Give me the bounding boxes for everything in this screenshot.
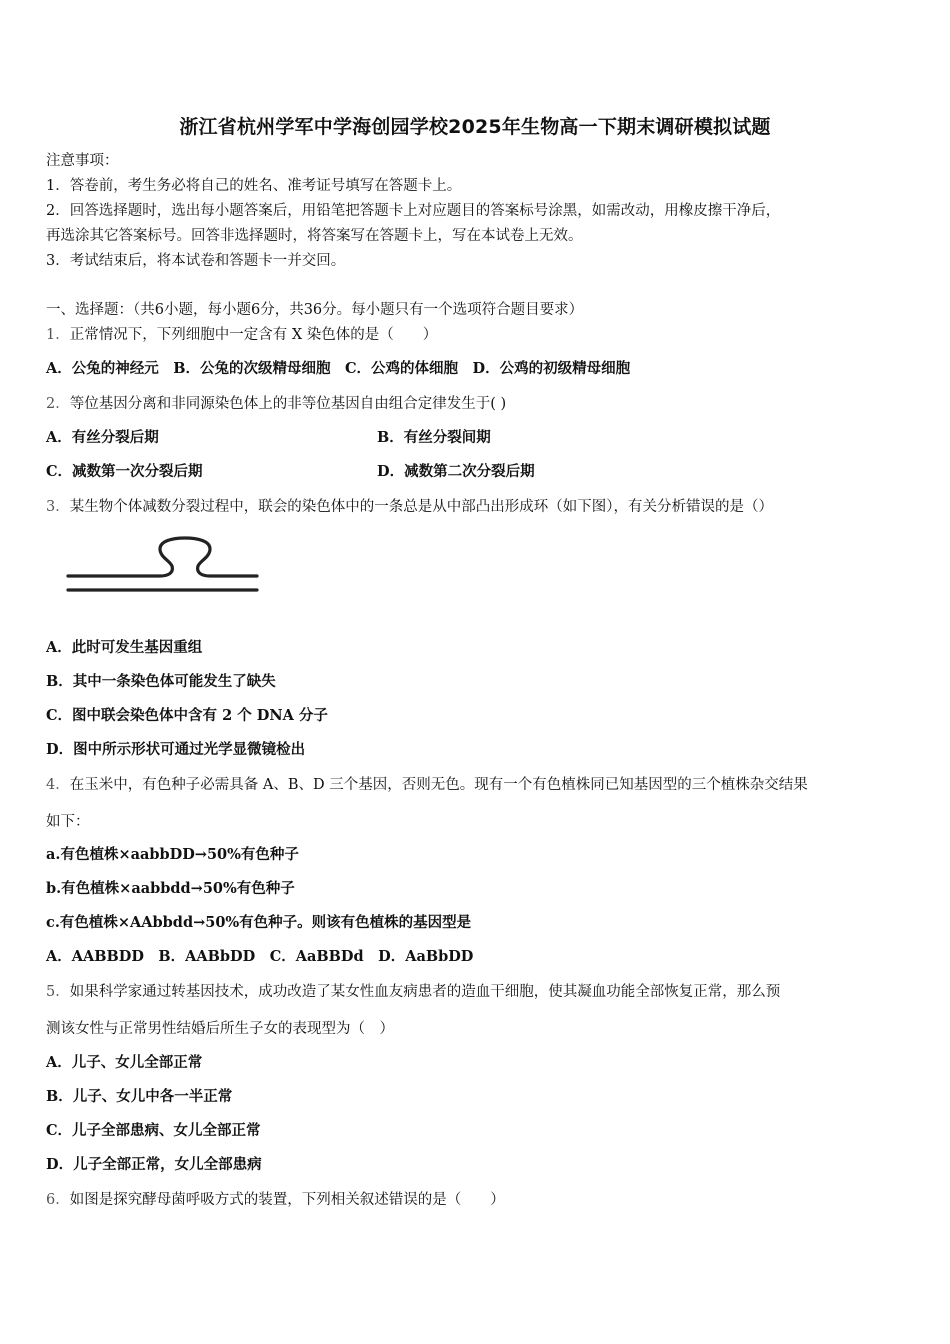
notice-item-2-cont: 再选涂其它答案标号。回答非选择题时，将答案写在答题卡上，写在本试卷上无效。 xyxy=(46,228,583,244)
notice-item-1: 1．答卷前，考生务必将自己的姓名、准考证号填写在答题卡上。 xyxy=(46,178,462,194)
notice-heading: 注意事项： xyxy=(46,153,119,169)
question-4-cross-b: b.有色植株×aabbdd→50%有色种子 xyxy=(46,880,295,897)
question-number: 4． xyxy=(46,777,70,793)
question-6 xyxy=(46,1190,505,1210)
question-2-option-b: B．有丝分裂间期 xyxy=(377,429,491,446)
question-number: 1． xyxy=(46,327,70,343)
question-5-option-a: A．儿子、女儿全部正常 xyxy=(46,1054,203,1071)
question-4-cross-c: c.有色植株×AAbbdd→50%有色种子。则该有色植株的基因型是 xyxy=(46,914,472,931)
question-3-option-d: D．图中所示形状可通过光学显微镜检出 xyxy=(46,741,306,758)
question-4-options: A．AABBDD B．AABbDD C．AaBBDd D．AaBbDD xyxy=(46,948,474,965)
question-number: 5． xyxy=(46,984,70,1000)
question-stem: 如图是探究酵母菌呼吸方式的装置，下列相关叙述错误的是（ ） xyxy=(69,1192,505,1208)
question-stem: 如果科学家通过转基因技术，成功改造了某女性血友病患者的造血干细胞，使其凝血功能全部恢复正常，那么预 xyxy=(69,984,781,1000)
question-stem: 某生物个体减数分裂过程中，联会的染色体中的一条总是从中部凸出形成环（如下图），有关分析错误的是（） xyxy=(69,499,773,515)
question-4 xyxy=(46,775,808,795)
section-heading: 一、选择题：（共6小题，每小题6分，共36分。每小题只有一个选项符合题目要求） xyxy=(46,302,584,318)
question-5-stem-cont: 测该女性与正常男性结婚后所生子女的表现型为（ ） xyxy=(46,1021,394,1037)
question-5-option-d: D．儿子全部正常，女儿全部患病 xyxy=(46,1156,262,1173)
question-4-stem-cont: 如下： xyxy=(46,814,90,830)
notice-item-2: 2．回答选择题时，选出每小题答案后，用铅笔把答题卡上对应题目的答案标号涂黑，如需改动，用橡皮擦干净后， xyxy=(46,203,781,219)
question-2-option-c: C．减数第一次分裂后期 xyxy=(46,463,203,480)
notice-item-3: 3．考试结束后，将本试卷和答题卡一并交回。 xyxy=(46,253,346,269)
question-2-option-d: D．减数第二次分裂后期 xyxy=(377,463,535,480)
question-1 xyxy=(46,325,437,345)
question-5 xyxy=(46,982,780,1002)
question-number: 6． xyxy=(46,1192,70,1208)
question-5-option-c: C．儿子全部患病、女儿全部正常 xyxy=(46,1122,261,1139)
upper-chromosome xyxy=(68,538,257,576)
page-title: 浙江省杭州学军中学海创园学校2025年生物高一下期末调研模拟试题 xyxy=(179,116,771,138)
question-2 xyxy=(46,394,506,414)
question-3-option-b: B．其中一条染色体可能发生了缺失 xyxy=(46,673,276,690)
question-3 xyxy=(46,497,773,517)
question-2-option-a: A．有丝分裂后期 xyxy=(46,429,159,446)
question-number: 2． xyxy=(46,396,70,412)
question-3-option-c: C．图中联会染色体中含有 2 个 DNA 分子 xyxy=(46,707,328,724)
question-3-option-a: A．此时可发生基因重组 xyxy=(46,639,203,656)
question-number: 3． xyxy=(46,499,70,515)
chromosome-loop-figure xyxy=(60,535,265,600)
question-stem: 正常情况下，下列细胞中一定含有 X 染色体的是（ ） xyxy=(69,327,438,343)
question-5-option-b: B．儿子、女儿中各一半正常 xyxy=(46,1088,233,1105)
question-4-cross-a: a.有色植株×aabbDD→50%有色种子 xyxy=(46,846,299,863)
question-stem: 在玉米中，有色种子必需具备 A、B、D 三个基因，否则无色。现有一个有色植株同已知基因型的三个植株杂交结果 xyxy=(69,777,808,793)
question-stem: 等位基因分离和非同源染色体上的非等位基因自由组合定律发生于( ) xyxy=(69,396,507,412)
question-1-options: A．公兔的神经元 B．公兔的次级精母细胞 C．公鸡的体细胞 D．公鸡的初级精母细胞 xyxy=(46,360,631,377)
